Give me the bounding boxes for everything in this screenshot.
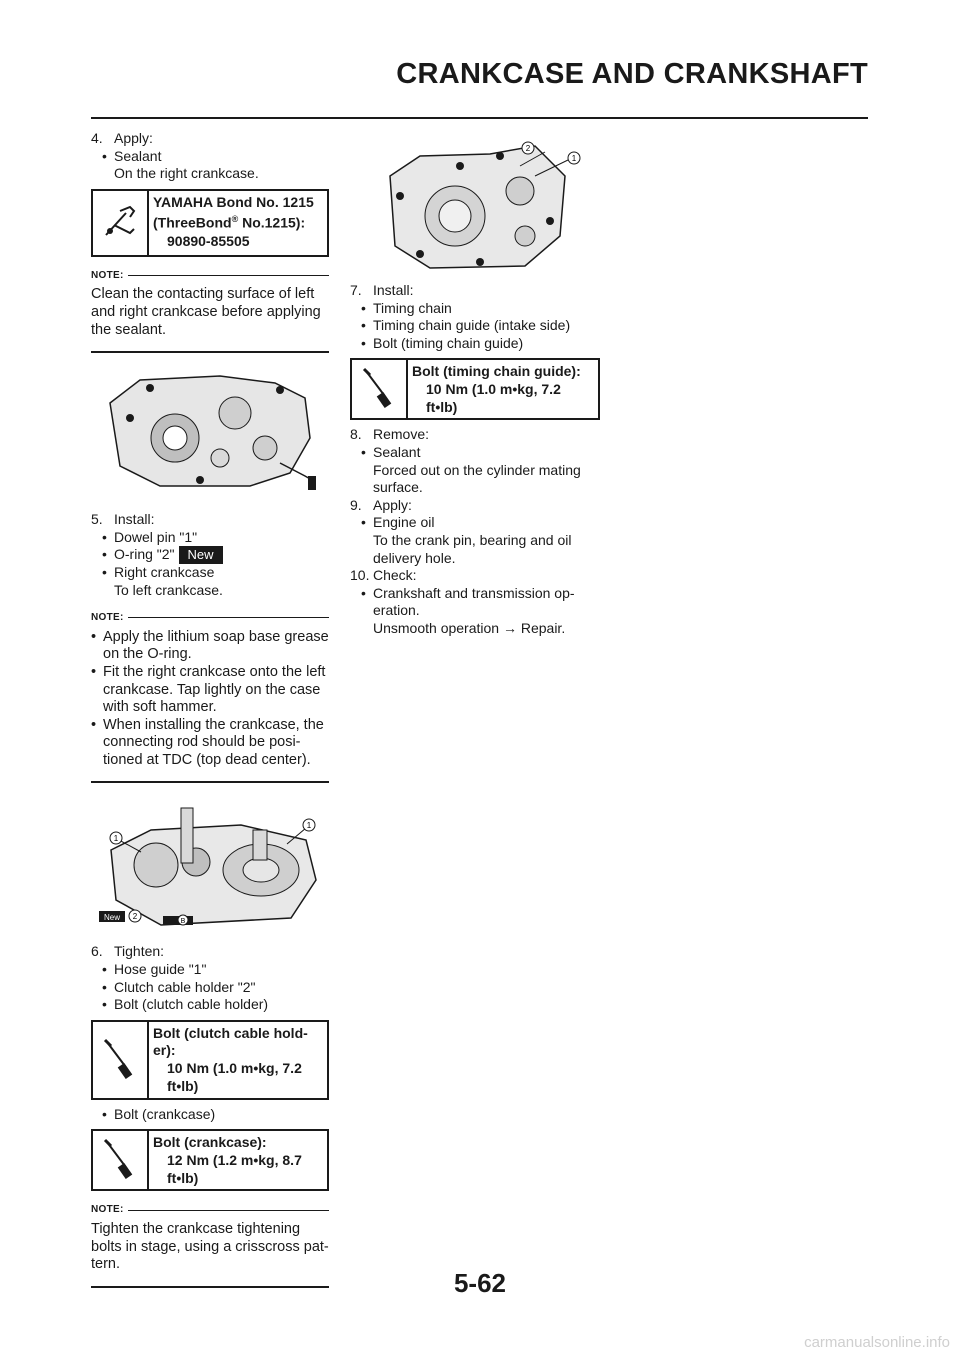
list-item-detail: Unsmooth operation → Repair. — [373, 619, 566, 636]
svg-text:1: 1 — [306, 820, 312, 830]
left-column — [91, 130, 329, 1288]
step-9: 9. Apply: — [350, 496, 412, 513]
list-item: • Timing chain guide (intake side) — [361, 317, 571, 334]
svg-text:2: 2 — [132, 911, 138, 921]
spec-text: Bolt (clutch cable hold-er): 10 Nm (1.0 m•kg, 7.2 ft•lb) — [153, 1024, 308, 1094]
watermark: carmanualsonline.info — [804, 1334, 950, 1351]
list-item: • Bolt (crankcase) — [102, 1105, 216, 1122]
svg-text:New: New — [103, 912, 121, 922]
torque-spec-box — [91, 1020, 329, 1100]
note-body: Clean the contacting surface of left and right crankcase before applying the sealant. — [91, 284, 329, 353]
torque-spec-box — [350, 358, 600, 420]
list-item: • Sealant — [102, 147, 162, 164]
svg-text:2: 2 — [525, 144, 531, 153]
right-column — [350, 136, 600, 638]
note-body — [91, 627, 329, 784]
page-title: CRANKCASE AND CRANKSHAFT — [396, 58, 868, 90]
torque-wrench-icon — [93, 1022, 149, 1098]
list-item: • Engine oil — [361, 514, 435, 531]
sealant-tool-icon — [93, 191, 149, 255]
spec-text: YAMAHA Bond No. 1215 (ThreeBond® No.1215): 90890-85505 — [153, 193, 314, 249]
note-header: NOTE: — [91, 609, 329, 627]
step-7: 7. Install: — [350, 282, 414, 298]
note-item: • Fit the right crankcase onto the left crankcase. Tap lightly on the case with soft hammer. — [91, 663, 326, 716]
step-number: 4. — [91, 130, 103, 146]
list-item: • O-ring "2" New — [91, 546, 329, 564]
new-part-badge: New — [179, 546, 223, 564]
list-item-detail: On the right crankcase. — [114, 165, 259, 182]
list-item: • Sealant — [361, 443, 421, 460]
list-item: • Crankshaft and transmission op-eration. — [361, 584, 575, 619]
torque-wrench-icon — [352, 360, 408, 418]
svg-text:B: B — [180, 917, 186, 925]
crankcase-sealant-figure — [91, 363, 329, 503]
note-body: Tighten the crankcase tightening bolts in stage, using a crisscross pat-tern. — [91, 1219, 329, 1288]
note-item: • When installing the crankcase, the connecting rod should be posi-tioned at TDC (top dead center). — [91, 716, 324, 768]
list-item: • Bolt (clutch cable holder) — [102, 996, 269, 1013]
engine-right-side-figure — [350, 136, 600, 276]
list-item: • Right crankcase — [102, 563, 215, 580]
note-header: NOTE: — [91, 1201, 329, 1219]
title-rule — [91, 117, 868, 119]
list-item: • Dowel pin "1" — [102, 528, 198, 545]
list-item: • Bolt (timing chain guide) — [361, 334, 524, 351]
step-5: 5. Install: — [91, 511, 155, 528]
spec-text: Bolt (timing chain guide): 10 Nm (1.0 m•kg, 7.2 ft•lb) — [412, 363, 581, 415]
page-number: 5-62 — [453, 1268, 507, 1298]
step-4 — [91, 130, 329, 148]
sealant-spec-box — [91, 189, 329, 257]
crankshaft-figure — [91, 797, 329, 937]
list-item-detail: To the crank pin, bearing and oil delivery hole. — [373, 531, 572, 566]
note-header: NOTE: — [91, 267, 329, 285]
step-6: 6. Tighten: — [91, 943, 165, 960]
torque-wrench-icon — [93, 1131, 149, 1189]
torque-spec-box — [91, 1129, 329, 1191]
list-item: • Timing chain — [361, 299, 452, 316]
list-item: • Clutch cable holder "2" — [102, 978, 256, 995]
list-item: • Hose guide "1" — [102, 961, 207, 978]
svg-text:1: 1 — [113, 833, 119, 843]
svg-text:1: 1 — [571, 154, 577, 163]
note-item: • Apply the lithium soap base grease on the O-ring. — [91, 628, 329, 663]
step-10: 10. Check: — [350, 567, 417, 584]
spec-text: Bolt (crankcase): 12 Nm (1.2 m•kg, 8.7 ft•lb) — [153, 1134, 302, 1186]
step-8: 8. Remove: — [350, 426, 430, 443]
step-action: Apply: — [114, 130, 153, 146]
list-item-detail: Forced out on the cylinder mating surface. — [373, 461, 581, 496]
list-item-detail: To left crankcase. — [114, 581, 223, 598]
